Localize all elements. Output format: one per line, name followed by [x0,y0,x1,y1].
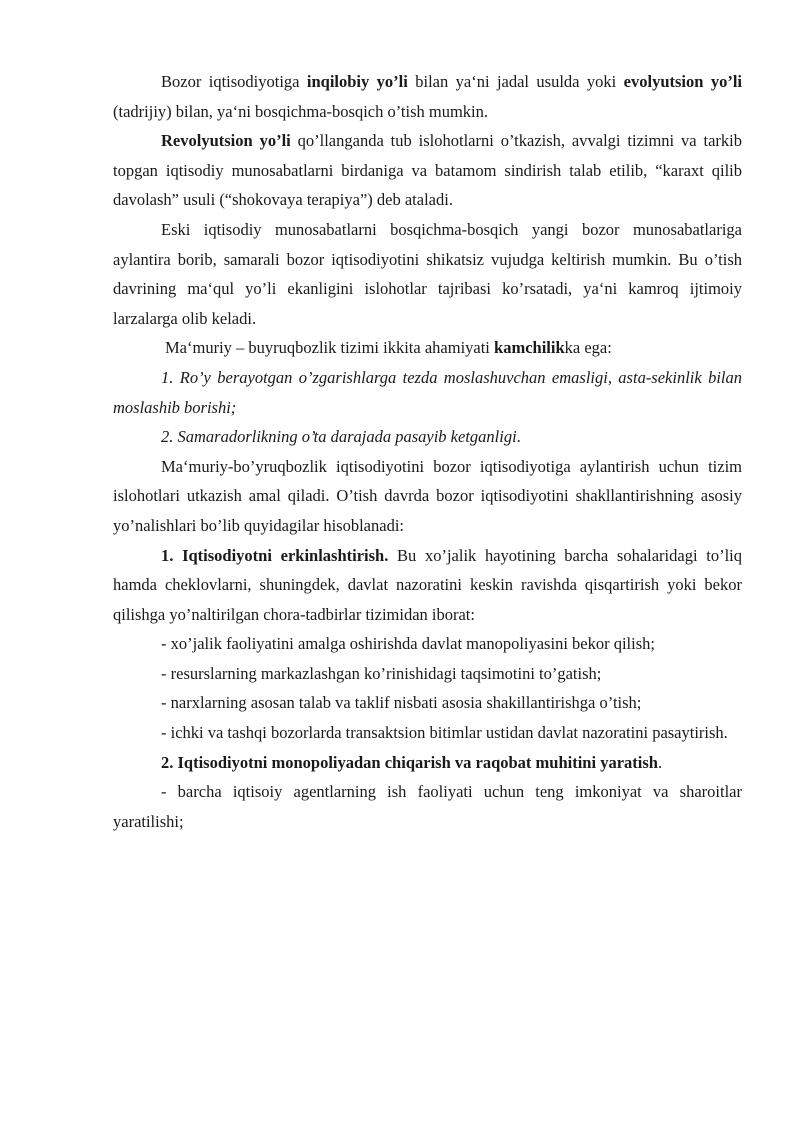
paragraph [113,215,742,333]
paragraph [113,422,742,452]
paragraph [113,777,742,836]
paragraph [113,688,742,718]
paragraph [113,452,742,541]
text-run: bilan ya‘ni jadal usulda yoki [407,72,624,91]
paragraph [113,541,742,630]
text-run: - resurslarning markazlashgan ko’rinishidagi taqsimotini to’gatish; [161,663,602,683]
text-run: (tadrijiy) bilan, ya‘ni bosqichma-bosqich o’tish mumkin. [113,101,489,121]
paragraph [113,718,742,748]
bold-text: 1. Iqtisodiyotni erkinlashtirish. [161,545,389,565]
paragraph [113,67,742,126]
paragraph [113,748,742,778]
text-run: . [657,752,663,772]
text-run: - narxlarning asosan talab va taklif nisbati asosia shakillantirishga o’tish; [161,693,642,713]
text-run: Bozor iqtisodiyotiga [161,72,307,91]
paragraph [113,363,742,422]
text-run: Ma‘muriy – buyruqbozlik tizimi ikkita ahamiyati [165,338,495,358]
bold-text: Revolyutsion yo’li [161,131,291,151]
text-run: - xo’jalik faoliyatini amalga oshirishda davlat manopoliyasini bekor qilish; [161,634,655,654]
paragraph [113,333,742,363]
text-run: Eski iqtisodiy munosabatlarni bosqichma-bosqich yangi bozor munosabatlariga aylantira borib, samarali bozor iqtisodiyotini shikatsiz vujudga keltirish mumkin. Bu o’tish davrining ma‘qul yo’li ekanligini islohotlar tajribasi ko’rsatadi, ya‘ni kamroq ijtimoiy larzalarga olib keladi. [113,219,742,328]
text-run: - barcha iqtisoiy agentlarning ish faoliyati uchun teng imkoniyat va sharoitlar yaratilishi; [113,782,742,831]
bold-text: 2. Iqtisodiyotni monopoliyadan chiqarish va raqobat muhitini yaratish [161,752,658,772]
text-run: qo’llanganda tub islohotlarni o’tkazish, avvalgi tizimni va tarkib topgan iqtisodiy munosabatlarni birdaniga va batamom sindirish talab etilib, “karaxt qilib davolash” usuli (“shokovaya terapiya”) deb ataladi. [113,131,743,210]
text-run: . [516,427,521,447]
bold-text: evolyutsion yo’li [623,72,742,91]
paragraph [113,659,742,689]
text-run: Bu xo’jalik hayotining barcha sohalaridagi to’liq hamda cheklovlarni, shuningdek, davlat nazoratini keskin ravishda qisqartirish yoki bekor qilishga yo’naltirilgan chora-tadbirlar tizimidan iborat: [113,545,742,624]
bold-text: inqilobiy yo’li [306,72,408,91]
italic-text: 2. Samaradorlikning o’ta darajada pasayib ketganligi [161,427,517,447]
paragraph [113,629,742,659]
text-run: ka ega: [564,338,612,358]
bold-text: kamchilik [494,338,565,358]
text-run: - ichki va tashqi bozorlarda transaktsion bitimlar ustidan davlat nazoratini pasaytirish. [161,723,728,743]
paragraph [113,126,742,215]
text-run: Ma‘muriy-bo’yruqbozlik iqtisodiyotini bozor iqtisodiyotiga aylantirish uchun tizim islohotlari utkazish amal qiladi. O’tish davrda bozor iqtisodiyotini shakllantirishning asosiy yo’nalishlari bo’lib quyidagilar hisoblanadi: [113,456,742,535]
italic-text: 1. Ro’y berayotgan o’zgarishlarga tezda moslashuvchan emasligi, asta-sekinlik bilan moslashib borishi; [113,367,742,417]
